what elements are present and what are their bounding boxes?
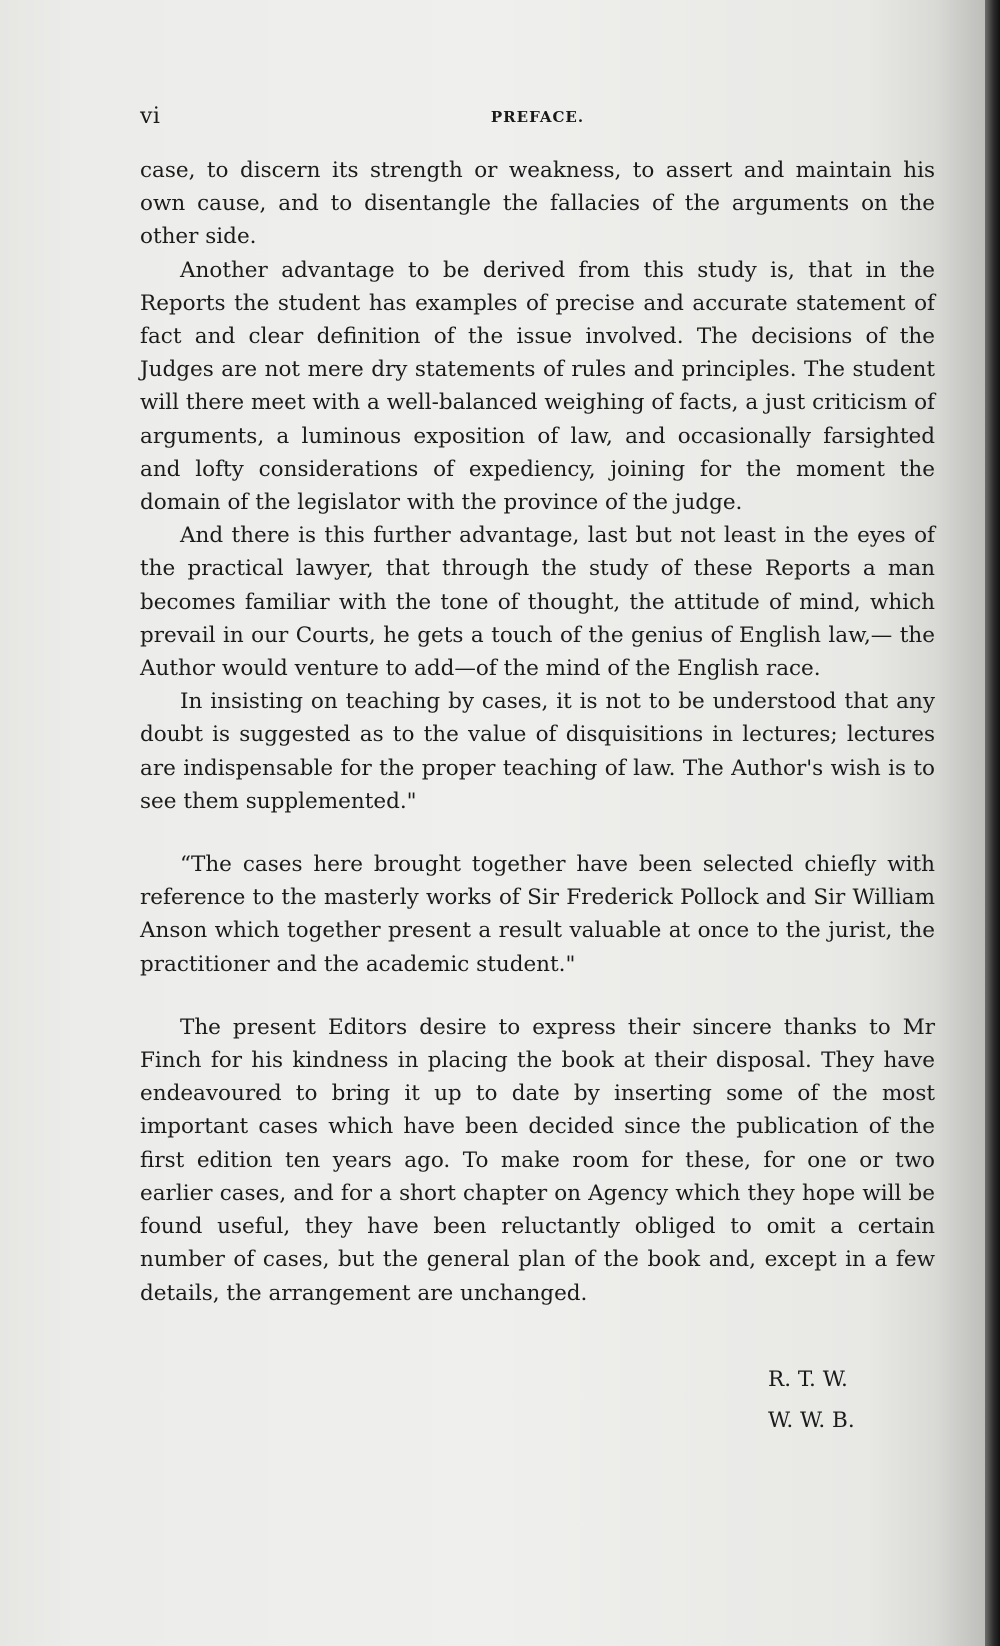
signatures (768, 1362, 918, 1438)
book-spine-shadow (985, 0, 1000, 1646)
page-number: vi (140, 104, 161, 129)
paragraph-teaching-by-cases: In insisting on teaching by cases, it is not to be understood that any doubt is suggested as to the value of disquisitions in lectures; lectures are indispensable for the proper teaching of law. The Author's wish is to see them supplemented." (140, 689, 935, 814)
paragraph-reports-advantage: Another advantage to be derived from this study is, that in the Reports the student has examples of precise and accurate statement of fact and clear definition of the issue involved. The decisions of the Judges are not mere dry statements of rules and principles. The student will there meet with a well-balanced weighing of facts, a just criticism of arguments, a luminous exposition of law, and occasionally farsighted and lofty considerations of expediency, joining for the moment the domain of the legislator with the province of the judge. (140, 257, 935, 516)
running-head: PREFACE. (490, 108, 585, 126)
page-header (140, 104, 935, 134)
paragraph-quoted-cases: “The cases here brought together have been selected chiefly with reference to the masterly works of Sir Frederick Pollock and Sir William Anson which together present a result valuable at once to the jurist, the practitioner and the academic student." (140, 852, 935, 977)
paragraph-continued: case, to discern its strength or weakness, to assert and maintain his own cause, and to disentangle the fallacies of the arguments on the other side. (140, 158, 935, 250)
body-text (140, 154, 935, 1310)
signature-initials-2: W. W. B. (768, 1408, 855, 1433)
paragraph-further-advantage: And there is this further advantage, last but not least in the eyes of the practical lawyer, that through the study of these Reports a man becomes familiar with the tone of thought, the attitude of mind, which prevail in our Courts, he gets a touch of the genius of English law,— the Author would venture to add—of the mind of the English race. (140, 523, 935, 682)
signature-initials-1: R. T. W. (768, 1367, 848, 1392)
paragraph-present-editors: The present Editors desire to express their sincere thanks to Mr Finch for his kindness in placing the book at their disposal. They have endeavoured to bring it up to date by inserting some of the most important cases which have been decided since the publication of the first edition ten years ago. To make room for these, for one or two earlier cases, and for a short chapter on Agency which they hope will be found useful, they have been reluctantly obliged to omit a certain number of cases, but the general plan of the book and, except in a few details, the arrangement are unchanged. (140, 1014, 935, 1306)
